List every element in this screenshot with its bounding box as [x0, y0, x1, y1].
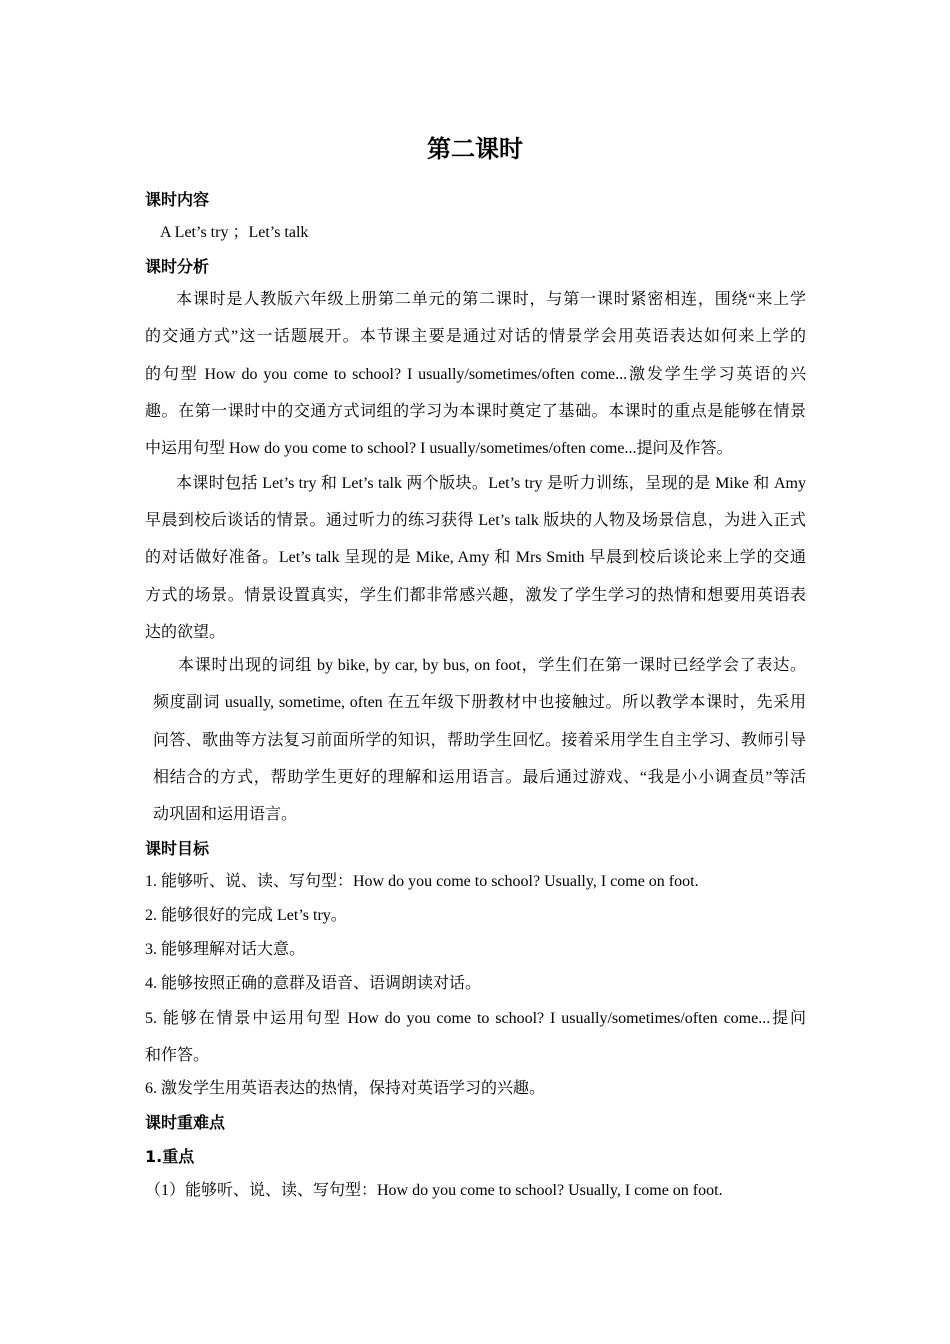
analysis-p2-line-3: 的对话做好准备。Let’s talk 呈现的是 Mike, Amy 和 Mrs Smith 早晨到校后谈论来上学的交通 — [145, 549, 806, 566]
analysis-p1-line-2: 的交通方式”这一话题展开。本节课主要是通过对话的情景学会用英语表达如何来上学的 — [145, 328, 806, 345]
analysis-p1-line-5: 中运用句型 How do you come to school? I usually/sometimes/often come...提问及作答。 — [145, 440, 733, 457]
analysis-p2-line-2: 早晨到校后谈话的情景。通过听力的练习获得 Let’s talk 版块的人物及场景信息，为进入正式 — [145, 512, 806, 529]
goal-item-4: 4. 能够按照正确的意群及语音、语调朗读对话。 — [145, 975, 482, 992]
goal-item-6: 6. 激发学生用英语表达的热情，保持对英语学习的兴趣。 — [145, 1080, 546, 1097]
subheading-key-point: 1.重点 — [145, 1147, 195, 1166]
goal-item-2: 2. 能够很好的完成 Let’s try。 — [145, 907, 347, 924]
page-title: 第二课时 — [427, 135, 523, 163]
section-heading-content: 课时内容 — [145, 190, 210, 209]
goal-item-5: 5. 能够在情景中运用句型 How do you come to school? I usually/sometimes/often come...提问 — [145, 1010, 806, 1027]
analysis-p3-line-1: 本课时出现的词组 by bike, by car, by bus, on foot，学生们在第一课时已经学会了表达。 — [178, 657, 806, 674]
analysis-p3-line-3: 问答、歌曲等方法复习前面所学的知识，帮助学生回忆。接着采用学生自主学习、教师引导 — [153, 732, 806, 749]
key-point-item-1: （1）能够听、说、读、写句型：How do you come to school? Usually, I come on foot. — [145, 1182, 723, 1199]
analysis-p2-line-1: 本课时包括 Let’s try 和 Let’s talk 两个版块。Let’s try 是听力训练，呈现的是 Mike 和 Amy — [176, 475, 806, 492]
analysis-p2-line-4: 方式的场景。情景设置真实，学生们都非常感兴趣，激发了学生学习的热情和想要用英语表 — [145, 587, 806, 604]
analysis-p3-line-2: 频度副词 usually, sometime, often 在五年级下册教材中也接触过。所以教学本课时，先采用 — [153, 694, 806, 711]
content-text: A Let’s try ；Let’s talk — [160, 224, 309, 241]
section-heading-goals: 课时目标 — [145, 839, 210, 858]
section-heading-key-points: 课时重难点 — [145, 1113, 226, 1132]
section-heading-analysis: 课时分析 — [145, 257, 210, 276]
goal-item-1: 1. 能够听、说、读、写句型：How do you come to school? Usually, I come on foot. — [145, 873, 699, 890]
analysis-p2-line-5: 达的欲望。 — [145, 624, 226, 641]
goal-item-3: 3. 能够理解对话大意。 — [145, 941, 306, 958]
analysis-p3-line-4: 相结合的方式，帮助学生更好的理解和运用语言。最后通过游戏、“我是小小调查员”等活 — [153, 769, 806, 786]
analysis-p3-line-5: 动巩固和运用语言。 — [153, 806, 298, 823]
analysis-p1-line-4: 趣。在第一课时中的交通方式词组的学习为本课时奠定了基础。本课时的重点是能够在情景 — [145, 403, 806, 420]
analysis-p1-line-1: 本课时是人教版六年级上册第二单元的第二课时，与第一课时紧密相连，围绕“来上学 — [176, 291, 806, 308]
analysis-p1-line-3: 的句型 How do you come to school? I usually/sometimes/often come...激发学生学习英语的兴 — [145, 366, 806, 383]
goal-item-5-continued: 和作答。 — [145, 1047, 210, 1064]
